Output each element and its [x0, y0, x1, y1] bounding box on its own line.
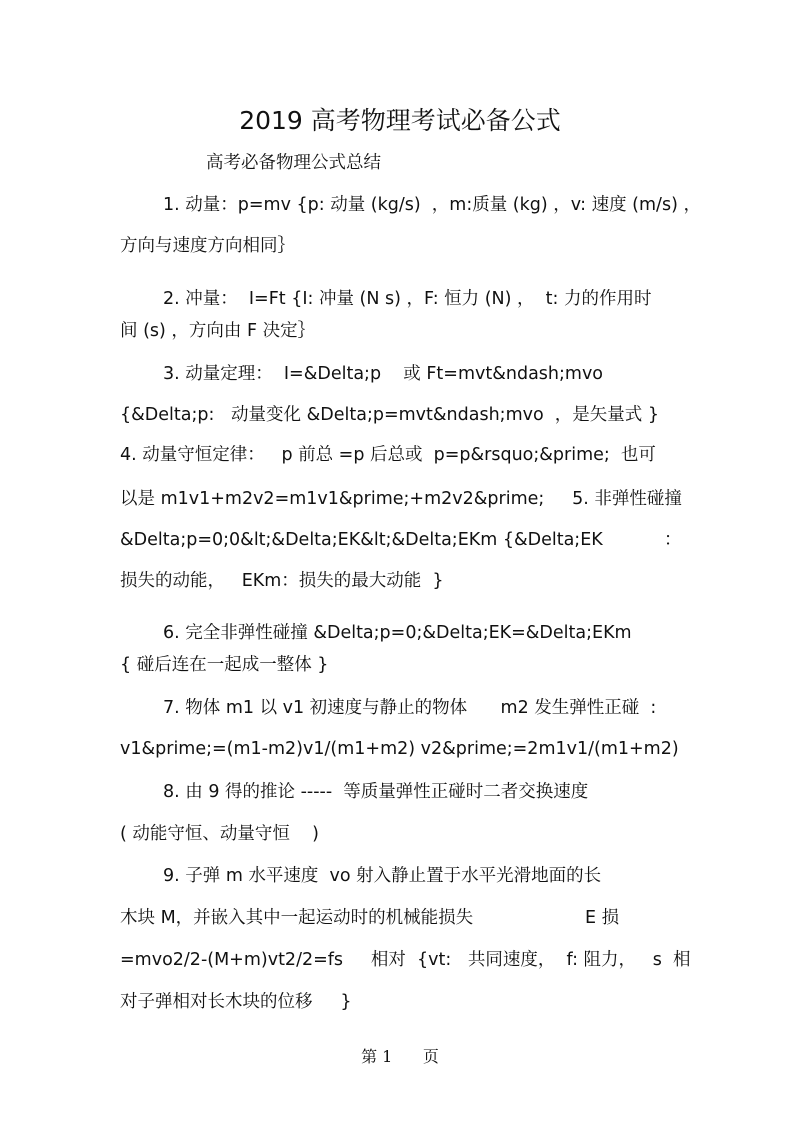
text-line: 2. 冲量： I=Ft {I: 冲量 (N s) ，F: 恒力 (N) ， t: 力的作用时: [163, 289, 652, 309]
text-line: =mvo2/2-(M+m)vt2/2=fs 相对 {vt: 共同速度， f: 阻力， s 相: [120, 950, 691, 970]
text-line: { 碰后连在一起成一整体 }: [120, 655, 329, 675]
text-line: E 损: [585, 908, 620, 928]
text-line: {&Delta;p: 动量变化 &Delta;p=mvt&ndash;mvo ，是矢量式 }: [120, 405, 659, 425]
text-line: ( 动能守恒、动量守恒 ): [120, 824, 319, 844]
text-line: 损失的动能， EKm：损失的最大动能 }: [120, 571, 444, 591]
page-footer: 第 1 页: [361, 1047, 439, 1066]
text-line: v1&prime;=(m1-m2)v1/(m1+m2) v2&prime;=2m1v1/(m1+m2): [120, 739, 679, 759]
document-subtitle: 高考必备物理公式总结: [206, 153, 381, 173]
text-line: 方向与速度方向相同｝: [120, 236, 295, 256]
text-line: 1. 动量：p=mv {p: 动量 (kg/s) ，m:质量 (kg) ，v: 速度 (m/s) ，: [163, 195, 701, 215]
text-line-colon: ：: [664, 530, 682, 550]
text-line: &Delta;p=0;0&lt;&Delta;EK&lt;&Delta;EKm {&Delta;EK: [120, 530, 603, 550]
text-line: 4. 动量守恒定律： p 前总 =p 后总或 p=p&rsquo;&prime; 也可: [120, 445, 656, 465]
text-line: 7. 物体 m1 以 v1 初速度与静止的物体 m2 发生弹性正碰 :: [163, 698, 657, 718]
text-line: 以是 m1v1+m2v2=m1v1&prime;+m2v2&prime; 5. 非弹性碰撞: [120, 489, 682, 509]
text-line: 8. 由 9 得的推论 ----- 等质量弹性正碰时二者交换速度: [163, 782, 589, 802]
text-line: 对子弹相对长木块的位移 }: [120, 992, 352, 1012]
text-line: 6. 完全非弹性碰撞 &Delta;p=0;&Delta;EK=&Delta;EKm: [163, 623, 632, 643]
document-title: 2019 高考物理考试必备公式: [239, 106, 561, 135]
text-line: 木块 M，并嵌入其中一起运动时的机械能损失: [120, 908, 474, 928]
text-line: 9. 子弹 m 水平速度 vo 射入静止置于水平光滑地面的长: [163, 866, 602, 886]
text-line: 3. 动量定理： I=&Delta;p 或 Ft=mvt&ndash;mvo: [163, 364, 604, 384]
text-line: 间 (s) ，方向由 F 决定｝: [120, 321, 316, 341]
